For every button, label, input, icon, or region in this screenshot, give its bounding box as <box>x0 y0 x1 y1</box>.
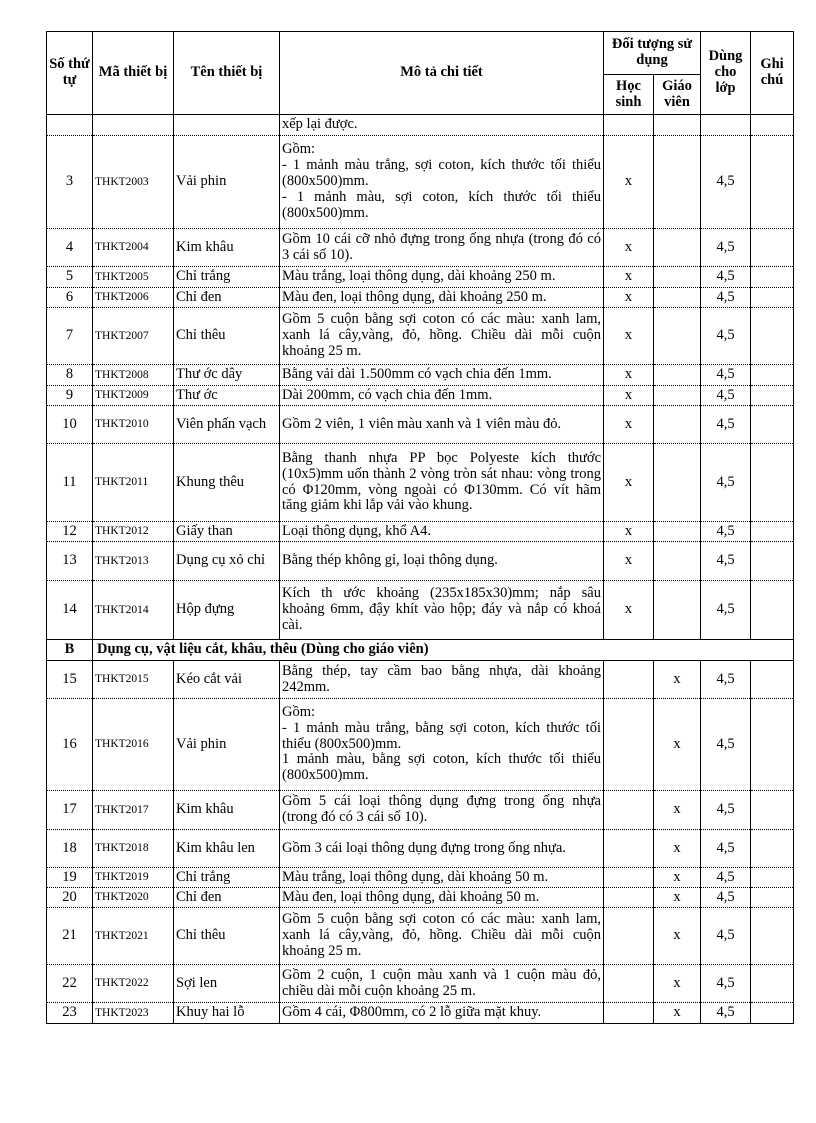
cell-code: THKT2023 <box>93 1003 174 1024</box>
cell-grade: 4,5 <box>701 267 751 288</box>
cell-student: x <box>604 308 654 365</box>
cell-stt: 19 <box>47 868 93 888</box>
cell-code: THKT2016 <box>93 699 174 791</box>
section-b-header <box>47 640 794 661</box>
cell-desc: Loại thông dụng, khổ A4. <box>280 522 604 542</box>
cell-code: THKT2018 <box>93 830 174 868</box>
cell-student: x <box>604 522 654 542</box>
cell-note <box>751 406 794 444</box>
cell-student <box>604 791 654 830</box>
cell-note <box>751 791 794 830</box>
cell-stt: 7 <box>47 308 93 365</box>
table-row <box>47 965 794 1003</box>
section-b-label: B <box>47 640 93 661</box>
cell-name: Vải phin <box>174 136 280 229</box>
cell-stt: 6 <box>47 288 93 308</box>
table-row <box>47 365 794 386</box>
table-row <box>47 136 794 229</box>
cell-grade: 4,5 <box>701 288 751 308</box>
cell-grade: 4,5 <box>701 965 751 1003</box>
cell-stt: 4 <box>47 229 93 267</box>
cell-grade: 4,5 <box>701 868 751 888</box>
cell-student <box>604 830 654 868</box>
cell-name: Thư ớc dây <box>174 365 280 386</box>
cell-note <box>751 288 794 308</box>
cell-desc: Màu đen, loại thông dụng, dài khoảng 250 m. <box>280 288 604 308</box>
cell-note <box>751 908 794 965</box>
header-grade: Dùng cho lớp <box>701 32 751 115</box>
cell-stt: 22 <box>47 965 93 1003</box>
cell-name: Kim khâu <box>174 791 280 830</box>
cell-name: Chỉ thêu <box>174 908 280 965</box>
header-teacher: Giáo viên <box>654 75 701 115</box>
cell-desc: xếp lại được. <box>280 115 604 136</box>
cell-code: THKT2014 <box>93 581 174 640</box>
cell-teacher <box>654 308 701 365</box>
cell-grade: 4,5 <box>701 386 751 406</box>
table-row <box>47 406 794 444</box>
cell-student: x <box>604 229 654 267</box>
cell-student <box>604 1003 654 1024</box>
cell-stt: 8 <box>47 365 93 386</box>
cell-teacher: x <box>654 830 701 868</box>
cell-student: x <box>604 267 654 288</box>
table-row <box>47 791 794 830</box>
table-row <box>47 1003 794 1024</box>
cell-code: THKT2009 <box>93 386 174 406</box>
cell-desc: Màu đen, loại thông dụng, dài khoảng 50 m. <box>280 888 604 908</box>
cell-stt: 11 <box>47 444 93 522</box>
cell-name: Chỉ trắng <box>174 868 280 888</box>
cell-code: THKT2022 <box>93 965 174 1003</box>
cell-code: THKT2019 <box>93 868 174 888</box>
table-row <box>47 308 794 365</box>
cell-note <box>751 1003 794 1024</box>
cell-student <box>604 868 654 888</box>
section-b-title: Dụng cụ, vật liệu cắt, khâu, thêu (Dùng cho giáo viên) <box>93 640 794 661</box>
header-desc: Mô tả chi tiết <box>280 32 604 115</box>
cell-note <box>751 830 794 868</box>
cell-grade: 4,5 <box>701 444 751 522</box>
equipment-table <box>46 31 794 1024</box>
table-row <box>47 908 794 965</box>
cell-teacher: x <box>654 888 701 908</box>
cell-student <box>604 908 654 965</box>
cell-code <box>93 115 174 136</box>
cell-grade: 4,5 <box>701 791 751 830</box>
table-row <box>47 444 794 522</box>
cell-note <box>751 386 794 406</box>
cell-desc: Gồm 3 cái loại thông dụng đựng trong ống nhựa. <box>280 830 604 868</box>
cell-student <box>604 965 654 1003</box>
table-row <box>47 542 794 581</box>
cell-stt: 13 <box>47 542 93 581</box>
cell-teacher <box>654 522 701 542</box>
cell-desc: Bằng thanh nhựa PP bọc Polyeste kích thước (10x5)mm uốn thành 2 vòng tròn sát nhau: vòng trong có Φ120mm, vòng ngoài có Φ130mm. Có vít hãm tăng giảm khi lắp vải vào khung. <box>280 444 604 522</box>
cell-teacher: x <box>654 868 701 888</box>
table-row <box>47 267 794 288</box>
cell-code: THKT2013 <box>93 542 174 581</box>
cell-stt: 20 <box>47 888 93 908</box>
cell-code: THKT2017 <box>93 791 174 830</box>
cell-note <box>751 542 794 581</box>
cell-desc: Gồm 2 viên, 1 viên màu xanh và 1 viên màu đỏ. <box>280 406 604 444</box>
cell-name: Chỉ đen <box>174 288 280 308</box>
cell-desc: Gồm: - 1 mảnh màu trắng, sợi coton, kích thước tối thiểu (800x500)mm. - 1 mảnh màu, sợi coton, kích thước tối thiểu (800x500)mm. <box>280 136 604 229</box>
cell-code: THKT2008 <box>93 365 174 386</box>
cell-name: Kim khâu <box>174 229 280 267</box>
cell-student: x <box>604 542 654 581</box>
cell-stt: 3 <box>47 136 93 229</box>
cell-note <box>751 868 794 888</box>
cell-teacher <box>654 581 701 640</box>
cell-grade: 4,5 <box>701 522 751 542</box>
cell-stt: 10 <box>47 406 93 444</box>
cell-student <box>604 661 654 699</box>
cell-grade: 4,5 <box>701 229 751 267</box>
cell-grade: 4,5 <box>701 136 751 229</box>
cell-name: Thư ớc <box>174 386 280 406</box>
cell-code: THKT2007 <box>93 308 174 365</box>
header-stt: Số thứ tự <box>47 32 93 115</box>
cell-name: Kéo cắt vải <box>174 661 280 699</box>
cell-teacher <box>654 288 701 308</box>
cell-teacher <box>654 386 701 406</box>
cell-code: THKT2012 <box>93 522 174 542</box>
cell-stt: 5 <box>47 267 93 288</box>
cell-name: Giấy than <box>174 522 280 542</box>
cell-code: THKT2020 <box>93 888 174 908</box>
cell-stt: 12 <box>47 522 93 542</box>
table-row <box>47 229 794 267</box>
cell-note <box>751 229 794 267</box>
cell-desc: Gồm 2 cuộn, 1 cuộn màu xanh và 1 cuộn màu đỏ, chiều dài mỗi cuộn khoảng 25 m. <box>280 965 604 1003</box>
table-row <box>47 830 794 868</box>
cell-note <box>751 308 794 365</box>
cell-desc: Bằng thép, tay cầm bao bằng nhựa, dài khoảng 242mm. <box>280 661 604 699</box>
cell-stt <box>47 115 93 136</box>
header-note: Ghi chú <box>751 32 794 115</box>
cell-grade: 4,5 <box>701 406 751 444</box>
cell-student: x <box>604 288 654 308</box>
cell-teacher <box>654 229 701 267</box>
cell-code: THKT2005 <box>93 267 174 288</box>
cell-stt: 23 <box>47 1003 93 1024</box>
cell-code: THKT2004 <box>93 229 174 267</box>
table-row <box>47 661 794 699</box>
header-student: Học sinh <box>604 75 654 115</box>
cell-student <box>604 115 654 136</box>
cell-grade: 4,5 <box>701 908 751 965</box>
section-b-body <box>47 661 794 1024</box>
table-row <box>47 386 794 406</box>
cell-student: x <box>604 581 654 640</box>
cell-desc: Bằng vải dài 1.500mm có vạch chia đến 1mm. <box>280 365 604 386</box>
cell-name: Chỉ trắng <box>174 267 280 288</box>
cell-stt: 14 <box>47 581 93 640</box>
cell-code: THKT2010 <box>93 406 174 444</box>
cell-name <box>174 115 280 136</box>
table-row <box>47 522 794 542</box>
cell-code: THKT2003 <box>93 136 174 229</box>
cell-stt: 17 <box>47 791 93 830</box>
cell-student: x <box>604 406 654 444</box>
cell-code: THKT2011 <box>93 444 174 522</box>
table-row <box>47 581 794 640</box>
cell-teacher: x <box>654 699 701 791</box>
cell-grade: 4,5 <box>701 308 751 365</box>
cell-name: Dụng cụ xỏ chỉ <box>174 542 280 581</box>
cell-note <box>751 699 794 791</box>
cell-grade: 4,5 <box>701 830 751 868</box>
cell-teacher: x <box>654 965 701 1003</box>
cell-desc: Màu trắng, loại thông dụng, dài khoảng 50 m. <box>280 868 604 888</box>
cell-note <box>751 115 794 136</box>
cell-note <box>751 888 794 908</box>
cell-name: Khuy hai lỗ <box>174 1003 280 1024</box>
cell-name: Khung thêu <box>174 444 280 522</box>
cell-note <box>751 661 794 699</box>
cell-grade: 4,5 <box>701 661 751 699</box>
cell-grade: 4,5 <box>701 581 751 640</box>
cell-grade: 4,5 <box>701 1003 751 1024</box>
cell-teacher: x <box>654 1003 701 1024</box>
cell-desc: Gồm 10 cái cỡ nhỏ đựng trong ống nhựa (trong đó có 3 cái số 10). <box>280 229 604 267</box>
cell-note <box>751 136 794 229</box>
cell-student: x <box>604 365 654 386</box>
cell-student <box>604 699 654 791</box>
cell-note <box>751 522 794 542</box>
cell-teacher <box>654 115 701 136</box>
cell-desc: Gồm 5 cái loại thông dụng đựng trong ống nhựa (trong đó có 3 cái số 10). <box>280 791 604 830</box>
cell-teacher <box>654 136 701 229</box>
cell-grade: 4,5 <box>701 699 751 791</box>
cell-teacher <box>654 542 701 581</box>
cell-code: THKT2006 <box>93 288 174 308</box>
table-row <box>47 288 794 308</box>
cell-desc: Kích th ước khoảng (235x185x30)mm; nắp sâu khoảng 6mm, đậy khít vào hộp; đáy và nắp có khoá cài. <box>280 581 604 640</box>
cell-teacher <box>654 267 701 288</box>
cell-desc: Dài 200mm, có vạch chia đến 1mm. <box>280 386 604 406</box>
cell-note <box>751 365 794 386</box>
cell-name: Kim khâu len <box>174 830 280 868</box>
cell-name: Sợi len <box>174 965 280 1003</box>
cell-grade: 4,5 <box>701 365 751 386</box>
table-row <box>47 868 794 888</box>
cell-grade <box>701 115 751 136</box>
cell-stt: 21 <box>47 908 93 965</box>
cell-teacher <box>654 444 701 522</box>
cell-teacher <box>654 406 701 444</box>
header-target: Đối tượng sử dụng <box>604 32 701 75</box>
cell-code: THKT2015 <box>93 661 174 699</box>
cell-name: Hộp đựng <box>174 581 280 640</box>
cell-student: x <box>604 136 654 229</box>
cell-student: x <box>604 386 654 406</box>
cell-desc: Gồm 4 cái, Φ800mm, có 2 lỗ giữa mặt khuy. <box>280 1003 604 1024</box>
cell-student: x <box>604 444 654 522</box>
cell-name: Chỉ thêu <box>174 308 280 365</box>
cell-note <box>751 444 794 522</box>
header-name: Tên thiết bị <box>174 32 280 115</box>
cell-name: Vải phin <box>174 699 280 791</box>
cell-stt: 18 <box>47 830 93 868</box>
cell-code: THKT2021 <box>93 908 174 965</box>
cell-desc: Gồm 5 cuộn bằng sợi coton có các màu: xanh lam, xanh lá cây,vàng, đỏ, hồng. Chiều dài mỗi cuộn khoảng 25 m. <box>280 308 604 365</box>
cell-name: Viên phấn vạch <box>174 406 280 444</box>
cell-note <box>751 581 794 640</box>
cell-note <box>751 965 794 1003</box>
cell-teacher: x <box>654 661 701 699</box>
cell-desc: Màu trắng, loại thông dụng, dài khoảng 250 m. <box>280 267 604 288</box>
cell-desc: Gồm: - 1 mảnh màu trắng, bằng sợi coton, kích thước tối thiểu (800x500)mm. 1 mảnh màu, bằng sợi coton, kích thước tối thiểu (800x500)mm. <box>280 699 604 791</box>
cell-name: Chỉ đen <box>174 888 280 908</box>
header-code: Mã thiết bị <box>93 32 174 115</box>
cell-desc: Bằng thép không gỉ, loại thông dụng. <box>280 542 604 581</box>
cell-stt: 9 <box>47 386 93 406</box>
cell-teacher <box>654 365 701 386</box>
cell-desc: Gồm 5 cuộn bằng sợi coton có các màu: xanh lam, xanh lá cây,vàng, đỏ, hồng. Chiều dài mỗi cuộn khoảng 25 m. <box>280 908 604 965</box>
section-a-body <box>47 115 794 640</box>
cell-teacher: x <box>654 908 701 965</box>
table-row <box>47 699 794 791</box>
cell-teacher: x <box>654 791 701 830</box>
cell-grade: 4,5 <box>701 888 751 908</box>
cell-stt: 16 <box>47 699 93 791</box>
table-row <box>47 115 794 136</box>
cell-grade: 4,5 <box>701 542 751 581</box>
cell-student <box>604 888 654 908</box>
cell-note <box>751 267 794 288</box>
cell-stt: 15 <box>47 661 93 699</box>
table-row <box>47 888 794 908</box>
